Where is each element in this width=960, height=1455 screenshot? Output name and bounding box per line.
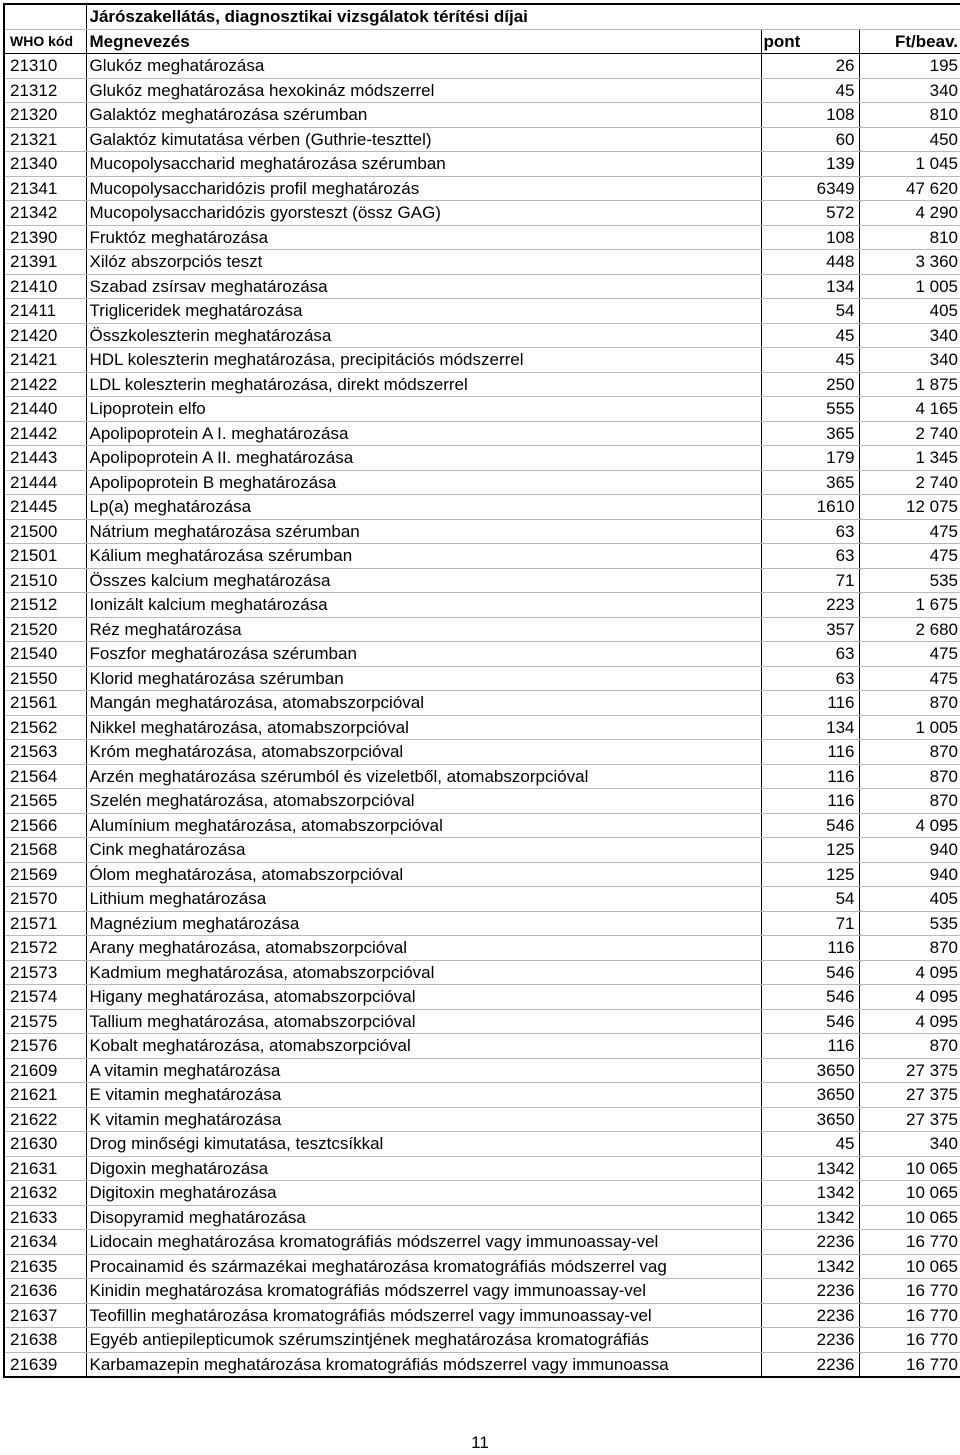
price-cell: 10 065 [859, 1156, 960, 1181]
header-points: pont [761, 29, 859, 54]
points-cell: 116 [761, 936, 859, 961]
price-cell: 475 [859, 666, 960, 691]
who-code-cell: 21631 [4, 1156, 86, 1181]
who-code-cell: 21565 [4, 789, 86, 814]
who-code-cell: 21562 [4, 715, 86, 740]
title-row [4, 4, 960, 29]
table-row [4, 862, 960, 887]
price-cell: 340 [859, 348, 960, 373]
table-row [4, 960, 960, 985]
who-code-cell: 21321 [4, 127, 86, 152]
who-code-cell: 21411 [4, 299, 86, 324]
table-row [4, 642, 960, 667]
name-cell: Kobalt meghatározása, atomabszorpcióval [86, 1034, 761, 1059]
who-code-cell: 21571 [4, 911, 86, 936]
who-code-cell: 21636 [4, 1279, 86, 1304]
price-cell: 3 360 [859, 250, 960, 275]
table-row [4, 299, 960, 324]
name-cell: Ionizált kalcium meghatározása [86, 593, 761, 618]
name-cell: Kálium meghatározása szérumban [86, 544, 761, 569]
points-cell: 134 [761, 715, 859, 740]
table-row [4, 495, 960, 520]
price-cell: 535 [859, 568, 960, 593]
name-cell: Karbamazepin meghatározása kromatográfiás módszerrel vagy immunoassa [86, 1352, 761, 1377]
points-cell: 125 [761, 838, 859, 863]
points-cell: 134 [761, 274, 859, 299]
points-cell: 2236 [761, 1303, 859, 1328]
price-cell: 16 770 [859, 1328, 960, 1353]
table-row [4, 1083, 960, 1108]
price-cell: 1 345 [859, 446, 960, 471]
price-cell: 27 375 [859, 1107, 960, 1132]
who-code-cell: 21639 [4, 1352, 86, 1377]
who-code-cell: 21572 [4, 936, 86, 961]
price-cell: 940 [859, 862, 960, 887]
who-code-cell: 21574 [4, 985, 86, 1010]
who-code-cell: 21443 [4, 446, 86, 471]
name-cell: Egyéb antiepilepticumok szérumszintjének meghatározása kromatográfiás [86, 1328, 761, 1353]
title-spacer [761, 4, 859, 29]
points-cell: 365 [761, 470, 859, 495]
points-cell: 63 [761, 544, 859, 569]
points-cell: 1342 [761, 1254, 859, 1279]
table-row [4, 1181, 960, 1206]
table-row [4, 519, 960, 544]
table-row [4, 274, 960, 299]
who-code-cell: 21540 [4, 642, 86, 667]
name-cell: Arany meghatározása, atomabszorpcióval [86, 936, 761, 961]
who-code-cell: 21563 [4, 740, 86, 765]
name-cell: Mucopolysaccharidózis profil meghatározás [86, 176, 761, 201]
price-cell: 4 095 [859, 960, 960, 985]
table-row [4, 1254, 960, 1279]
price-cell: 27 375 [859, 1058, 960, 1083]
name-cell: HDL koleszterin meghatározása, precipitációs módszerrel [86, 348, 761, 373]
who-code-cell: 21637 [4, 1303, 86, 1328]
points-cell: 448 [761, 250, 859, 275]
table-row [4, 568, 960, 593]
price-cell: 2 680 [859, 617, 960, 642]
price-cell: 1 045 [859, 152, 960, 177]
name-cell: Apolipoprotein B meghatározása [86, 470, 761, 495]
table-row [4, 1352, 960, 1377]
points-cell: 45 [761, 78, 859, 103]
price-cell: 1 875 [859, 372, 960, 397]
who-code-cell: 21512 [4, 593, 86, 618]
name-cell: Glukóz meghatározása [86, 54, 761, 79]
name-cell: Lipoprotein elfo [86, 397, 761, 422]
points-cell: 63 [761, 666, 859, 691]
who-code-cell: 21410 [4, 274, 86, 299]
table-row [4, 1230, 960, 1255]
header-who-code: WHO kód [4, 29, 86, 54]
who-code-cell: 21520 [4, 617, 86, 642]
who-code-cell: 21569 [4, 862, 86, 887]
name-cell: LDL koleszterin meghatározása, direkt módszerrel [86, 372, 761, 397]
name-cell: Disopyramid meghatározása [86, 1205, 761, 1230]
table-row [4, 1132, 960, 1157]
table-row [4, 127, 960, 152]
points-cell: 1342 [761, 1205, 859, 1230]
name-cell: Réz meghatározása [86, 617, 761, 642]
points-cell: 1342 [761, 1156, 859, 1181]
fee-table-body [4, 4, 960, 1377]
who-code-cell: 21312 [4, 78, 86, 103]
price-cell: 1 005 [859, 715, 960, 740]
price-cell: 870 [859, 1034, 960, 1059]
points-cell: 546 [761, 985, 859, 1010]
table-title: Járószakellátás, diagnosztikai vizsgálatok térítési díjai [86, 4, 761, 29]
who-code-cell: 21445 [4, 495, 86, 520]
price-cell: 4 165 [859, 397, 960, 422]
points-cell: 71 [761, 568, 859, 593]
table-row [4, 544, 960, 569]
table-row [4, 372, 960, 397]
table-row [4, 813, 960, 838]
points-cell: 54 [761, 887, 859, 912]
price-cell: 450 [859, 127, 960, 152]
points-cell: 2236 [761, 1352, 859, 1377]
table-row [4, 764, 960, 789]
points-cell: 125 [761, 862, 859, 887]
name-cell: Ólom meghatározása, atomabszorpcióval [86, 862, 761, 887]
points-cell: 555 [761, 397, 859, 422]
table-row [4, 666, 960, 691]
price-cell: 810 [859, 103, 960, 128]
name-cell: Galaktóz kimutatása vérben (Guthrie-teszttel) [86, 127, 761, 152]
who-code-cell: 21564 [4, 764, 86, 789]
fee-table [3, 3, 960, 1378]
table-row [4, 887, 960, 912]
points-cell: 108 [761, 103, 859, 128]
price-cell: 10 065 [859, 1181, 960, 1206]
points-cell: 6349 [761, 176, 859, 201]
points-cell: 223 [761, 593, 859, 618]
price-cell: 340 [859, 1132, 960, 1157]
who-code-cell: 21391 [4, 250, 86, 275]
points-cell: 116 [761, 740, 859, 765]
title-spacer [859, 4, 960, 29]
table-row [4, 789, 960, 814]
table-row [4, 397, 960, 422]
who-code-cell: 21568 [4, 838, 86, 863]
name-cell: Cink meghatározása [86, 838, 761, 863]
points-cell: 116 [761, 691, 859, 716]
price-cell: 405 [859, 299, 960, 324]
points-cell: 26 [761, 54, 859, 79]
who-code-cell: 21570 [4, 887, 86, 912]
who-code-cell: 21622 [4, 1107, 86, 1132]
header-row [4, 29, 960, 54]
who-code-cell: 21573 [4, 960, 86, 985]
points-cell: 2236 [761, 1328, 859, 1353]
price-cell: 16 770 [859, 1230, 960, 1255]
name-cell: Digitoxin meghatározása [86, 1181, 761, 1206]
price-cell: 475 [859, 642, 960, 667]
table-row [4, 691, 960, 716]
name-cell: Higany meghatározása, atomabszorpcióval [86, 985, 761, 1010]
name-cell: E vitamin meghatározása [86, 1083, 761, 1108]
table-row [4, 838, 960, 863]
points-cell: 357 [761, 617, 859, 642]
name-cell: Kinidin meghatározása kromatográfiás módszerrel vagy immunoassay-vel [86, 1279, 761, 1304]
points-cell: 45 [761, 323, 859, 348]
price-cell: 535 [859, 911, 960, 936]
who-code-cell: 21576 [4, 1034, 86, 1059]
table-row [4, 1058, 960, 1083]
table-row [4, 740, 960, 765]
name-cell: Arzén meghatározása szérumból és vizeletből, atomabszorpcióval [86, 764, 761, 789]
points-cell: 45 [761, 1132, 859, 1157]
name-cell: K vitamin meghatározása [86, 1107, 761, 1132]
who-code-cell: 21444 [4, 470, 86, 495]
who-code-cell: 21630 [4, 1132, 86, 1157]
points-cell: 116 [761, 789, 859, 814]
price-cell: 870 [859, 740, 960, 765]
points-cell: 71 [761, 911, 859, 936]
name-cell: Lidocain meghatározása kromatográfiás módszerrel vagy immunoassay-vel [86, 1230, 761, 1255]
price-cell: 16 770 [859, 1303, 960, 1328]
table-row [4, 54, 960, 79]
who-code-cell: 21500 [4, 519, 86, 544]
points-cell: 3650 [761, 1058, 859, 1083]
name-cell: Glukóz meghatározása hexokináz módszerrel [86, 78, 761, 103]
table-row [4, 470, 960, 495]
table-row [4, 1279, 960, 1304]
who-code-cell: 21420 [4, 323, 86, 348]
table-row [4, 78, 960, 103]
who-code-cell: 21342 [4, 201, 86, 226]
price-cell: 4 290 [859, 201, 960, 226]
table-row [4, 911, 960, 936]
name-cell: Galaktóz meghatározása szérumban [86, 103, 761, 128]
table-row [4, 936, 960, 961]
table-row [4, 593, 960, 618]
price-cell: 16 770 [859, 1352, 960, 1377]
table-row [4, 250, 960, 275]
price-cell: 870 [859, 789, 960, 814]
who-code-cell: 21422 [4, 372, 86, 397]
table-row [4, 1034, 960, 1059]
price-cell: 810 [859, 225, 960, 250]
who-code-cell: 21621 [4, 1083, 86, 1108]
points-cell: 1610 [761, 495, 859, 520]
who-code-cell: 21638 [4, 1328, 86, 1353]
name-cell: Apolipoprotein A II. meghatározása [86, 446, 761, 471]
price-cell: 475 [859, 519, 960, 544]
price-cell: 340 [859, 78, 960, 103]
table-row [4, 715, 960, 740]
price-cell: 475 [859, 544, 960, 569]
who-code-cell: 21566 [4, 813, 86, 838]
name-cell: Összkoleszterin meghatározása [86, 323, 761, 348]
price-cell: 870 [859, 764, 960, 789]
who-code-cell: 21341 [4, 176, 86, 201]
price-cell: 10 065 [859, 1205, 960, 1230]
name-cell: Mucopolysaccharidózis gyorsteszt (össz GAG) [86, 201, 761, 226]
name-cell: Króm meghatározása, atomabszorpcióval [86, 740, 761, 765]
price-cell: 4 095 [859, 1009, 960, 1034]
name-cell: Összes kalcium meghatározása [86, 568, 761, 593]
price-cell: 1 005 [859, 274, 960, 299]
who-code-cell: 21421 [4, 348, 86, 373]
name-cell: Teofillin meghatározása kromatográfiás módszerrel vagy immunoassay-vel [86, 1303, 761, 1328]
price-cell: 4 095 [859, 985, 960, 1010]
name-cell: Lp(a) meghatározása [86, 495, 761, 520]
points-cell: 3650 [761, 1107, 859, 1132]
table-row [4, 985, 960, 1010]
who-code-cell: 21633 [4, 1205, 86, 1230]
who-code-cell: 21310 [4, 54, 86, 79]
who-code-cell: 21442 [4, 421, 86, 446]
points-cell: 1342 [761, 1181, 859, 1206]
name-cell: Nikkel meghatározása, atomabszorpcióval [86, 715, 761, 740]
points-cell: 546 [761, 960, 859, 985]
points-cell: 365 [761, 421, 859, 446]
points-cell: 139 [761, 152, 859, 177]
table-row [4, 1156, 960, 1181]
price-cell: 4 095 [859, 813, 960, 838]
name-cell: Lithium meghatározása [86, 887, 761, 912]
points-cell: 54 [761, 299, 859, 324]
price-cell: 870 [859, 691, 960, 716]
name-cell: Tallium meghatározása, atomabszorpcióval [86, 1009, 761, 1034]
who-code-cell: 21390 [4, 225, 86, 250]
name-cell: Alumínium meghatározása, atomabszorpcióval [86, 813, 761, 838]
points-cell: 3650 [761, 1083, 859, 1108]
table-row [4, 446, 960, 471]
points-cell: 2236 [761, 1279, 859, 1304]
page-number: 11 [471, 1433, 489, 1452]
table-row [4, 1009, 960, 1034]
price-cell: 195 [859, 54, 960, 79]
points-cell: 116 [761, 764, 859, 789]
table-row [4, 152, 960, 177]
table-row [4, 176, 960, 201]
name-cell: Mangán meghatározása, atomabszorpcióval [86, 691, 761, 716]
points-cell: 179 [761, 446, 859, 471]
who-code-cell: 21340 [4, 152, 86, 177]
price-cell: 2 740 [859, 421, 960, 446]
price-cell: 405 [859, 887, 960, 912]
table-row [4, 617, 960, 642]
name-cell: Kadmium meghatározása, atomabszorpcióval [86, 960, 761, 985]
price-cell: 340 [859, 323, 960, 348]
name-cell: Magnézium meghatározása [86, 911, 761, 936]
who-code-cell: 21561 [4, 691, 86, 716]
title-blank-cell [4, 4, 86, 29]
name-cell: Drog minőségi kimutatása, tesztcsíkkal [86, 1132, 761, 1157]
name-cell: Digoxin meghatározása [86, 1156, 761, 1181]
points-cell: 108 [761, 225, 859, 250]
table-row [4, 348, 960, 373]
name-cell: Mucopolysaccharid meghatározása szérumban [86, 152, 761, 177]
price-cell: 47 620 [859, 176, 960, 201]
name-cell: Apolipoprotein A I. meghatározása [86, 421, 761, 446]
points-cell: 572 [761, 201, 859, 226]
name-cell: Klorid meghatározása szérumban [86, 666, 761, 691]
name-cell: A vitamin meghatározása [86, 1058, 761, 1083]
table-row [4, 1107, 960, 1132]
points-cell: 116 [761, 1034, 859, 1059]
points-cell: 45 [761, 348, 859, 373]
header-price: Ft/beav. [859, 29, 960, 54]
name-cell: Foszfor meghatározása szérumban [86, 642, 761, 667]
table-row [4, 1303, 960, 1328]
who-code-cell: 21320 [4, 103, 86, 128]
points-cell: 250 [761, 372, 859, 397]
table-row [4, 1328, 960, 1353]
who-code-cell: 21609 [4, 1058, 86, 1083]
price-cell: 16 770 [859, 1279, 960, 1304]
name-cell: Fruktóz meghatározása [86, 225, 761, 250]
points-cell: 63 [761, 642, 859, 667]
name-cell: Szabad zsírsav meghatározása [86, 274, 761, 299]
header-name: Megnevezés [86, 29, 761, 54]
who-code-cell: 21575 [4, 1009, 86, 1034]
table-row [4, 1205, 960, 1230]
who-code-cell: 21510 [4, 568, 86, 593]
price-cell: 1 675 [859, 593, 960, 618]
name-cell: Procainamid és származékai meghatározása kromatográfiás módszerrel vag [86, 1254, 761, 1279]
points-cell: 60 [761, 127, 859, 152]
name-cell: Trigliceridek meghatározása [86, 299, 761, 324]
who-code-cell: 21632 [4, 1181, 86, 1206]
price-cell: 10 065 [859, 1254, 960, 1279]
who-code-cell: 21501 [4, 544, 86, 569]
table-row [4, 225, 960, 250]
table-row [4, 201, 960, 226]
price-cell: 12 075 [859, 495, 960, 520]
who-code-cell: 21634 [4, 1230, 86, 1255]
price-cell: 870 [859, 936, 960, 961]
points-cell: 546 [761, 1009, 859, 1034]
who-code-cell: 21550 [4, 666, 86, 691]
name-cell: Szelén meghatározása, atomabszorpcióval [86, 789, 761, 814]
points-cell: 2236 [761, 1230, 859, 1255]
name-cell: Nátrium meghatározása szérumban [86, 519, 761, 544]
who-code-cell: 21440 [4, 397, 86, 422]
price-cell: 940 [859, 838, 960, 863]
name-cell: Xilóz abszorpciós teszt [86, 250, 761, 275]
table-row [4, 103, 960, 128]
points-cell: 63 [761, 519, 859, 544]
price-cell: 2 740 [859, 470, 960, 495]
table-row [4, 323, 960, 348]
points-cell: 546 [761, 813, 859, 838]
table-row [4, 421, 960, 446]
who-code-cell: 21635 [4, 1254, 86, 1279]
price-cell: 27 375 [859, 1083, 960, 1108]
